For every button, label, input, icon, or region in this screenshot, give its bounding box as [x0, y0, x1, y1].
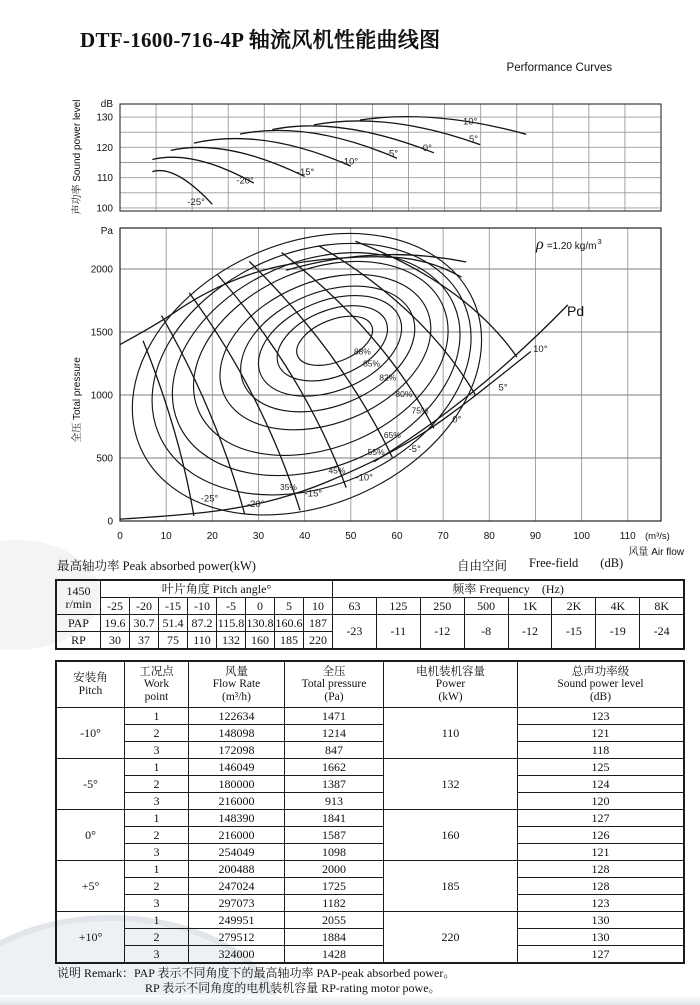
frequency-correction-value: -19 [596, 615, 640, 649]
frequency-correction-value: -12 [508, 615, 552, 649]
sound-curve-label: 5° [468, 134, 479, 146]
flow-x-tick: 100 [573, 531, 590, 542]
sound-curve [314, 121, 480, 145]
efficiency-label: 75% [411, 405, 429, 416]
efficiency-contour [87, 180, 526, 567]
pitch-curve-label: -10° [355, 472, 373, 484]
total-pressure-cell: 2055 [285, 912, 384, 929]
column-header-line: point [144, 690, 169, 703]
frequency-band: 1K [508, 598, 552, 615]
frequency-band: 250 [420, 598, 464, 615]
flow-rate-cell: 254049 [189, 844, 285, 861]
sound-curve-label: -5° [385, 148, 399, 160]
rp-value: 30 [101, 632, 130, 649]
pitch-curve-label: -25° [200, 493, 219, 505]
sound-level-cell: 128 [518, 861, 684, 878]
column-header-line: Pitch [78, 684, 103, 697]
total-pressure-cell: 1841 [285, 810, 384, 827]
total-pressure-cell: 847 [285, 742, 384, 759]
pitch-cell: +10° [57, 912, 125, 963]
remark-line-1 [57, 966, 697, 981]
total-pressure-cell: 1098 [285, 844, 384, 861]
flow-rate-cell: 200488 [189, 861, 285, 878]
sound-curve-label: -20° [236, 175, 254, 187]
frequency-band: 63 [333, 598, 377, 615]
pap-value: 51.4 [159, 615, 188, 632]
frequency-correction-value: -8 [464, 615, 508, 649]
pitch-curve [143, 341, 194, 516]
work-point-cell: 1 [125, 861, 189, 878]
rp-value: 37 [130, 632, 159, 649]
pitch-angle-value: 5 [275, 598, 304, 615]
sound-power-chart [70, 99, 661, 215]
sound-curve-label: 0° [422, 142, 432, 154]
pressure-y-axis-label: 全压 Total pressure [72, 357, 83, 443]
total-pressure-cell: 1471 [285, 708, 384, 725]
work-point-cell: 1 [125, 912, 189, 929]
free-field-cn: 自由空间 [457, 559, 508, 573]
work-point-cell: 2 [125, 827, 189, 844]
frequency-band: 125 [376, 598, 420, 615]
pitch-cell: -5° [57, 759, 125, 810]
sound-level-cell: 127 [518, 810, 684, 827]
page-title: DTF-1600-716-4P 轴流风机性能曲线图 [80, 28, 441, 52]
column-header-line: 全压 [322, 665, 346, 678]
flow-rate-cell: 180000 [189, 776, 285, 793]
column-header-line: Total pressure [301, 678, 367, 691]
flow-rate-cell: 324000 [189, 946, 285, 963]
pitch-angle-value: -10 [188, 598, 217, 615]
pitch-angle-value: -25 [101, 598, 130, 615]
frequency-correction-value: -15 [552, 615, 596, 649]
page-subtitle: Performance Curves [506, 62, 612, 74]
work-point-cell: 1 [125, 810, 189, 827]
sound-y-axis-label: 声功率 Sound power level [72, 99, 83, 215]
rp-value: 160 [246, 632, 275, 649]
remark-block [57, 966, 697, 996]
pressure-y-tick: 1500 [90, 327, 113, 339]
work-point-cell: 2 [125, 878, 189, 895]
flow-rate-cell: 146049 [189, 759, 285, 776]
pressure-y-unit: Pa [100, 226, 113, 237]
sound-level-cell: 130 [518, 912, 684, 929]
flow-x-tick: 10 [160, 531, 172, 542]
sound-curve [360, 117, 526, 135]
total-pressure-cell: 1428 [285, 946, 384, 963]
motor-power-cell: 185 [384, 861, 518, 912]
sound-y-unit: dB [100, 99, 113, 110]
pitch-frequency-table [56, 580, 684, 649]
total-pressure-cell: 1182 [285, 895, 384, 912]
pitch-angle-value: -20 [130, 598, 159, 615]
flow-x-tick: 0 [117, 531, 123, 542]
sound-level-cell: 128 [518, 878, 684, 895]
flow-rate-cell: 279512 [189, 929, 285, 946]
flow-rate-cell: 247024 [189, 878, 285, 895]
work-point-cell: 3 [125, 895, 189, 912]
efficiency-label: 82% [379, 372, 397, 383]
total-pressure-cell: 1587 [285, 827, 384, 844]
flow-rate-cell: 249951 [189, 912, 285, 929]
pitch-curve [189, 293, 300, 510]
rpm-corner_top: 1450 [66, 583, 91, 598]
rpm-cell [57, 581, 101, 615]
sound-level-cell: 121 [518, 844, 684, 861]
flow-x-tick: 70 [437, 531, 449, 542]
column-header-line: Work [143, 678, 170, 691]
work-point-table [56, 661, 684, 963]
pap-value: 87.2 [188, 615, 217, 632]
total-pressure-cell: 913 [285, 793, 384, 810]
work-point-cell: 2 [125, 929, 189, 946]
flow-rate-cell: 148098 [189, 725, 285, 742]
column-header-line: (m³/h) [222, 690, 251, 703]
total-pressure-cell: 1725 [285, 878, 384, 895]
rp-value: 75 [159, 632, 188, 649]
pap-row-label: PAP [57, 615, 101, 632]
rp-row-label: RP [57, 632, 101, 649]
peak-power-caption: 最高轴功率 Peak absorbed power(kW) [57, 559, 256, 573]
column-header [285, 662, 384, 708]
work-point-cell: 2 [125, 776, 189, 793]
frequency-correction-value: -12 [420, 615, 464, 649]
sound-curve [171, 147, 305, 176]
frequency-correction-value: -23 [333, 615, 377, 649]
work-point-cell: 3 [125, 844, 189, 861]
flow-x-tick: 60 [391, 531, 403, 542]
sound-level-cell: 124 [518, 776, 684, 793]
pitch-angle-value: -15 [159, 598, 188, 615]
pd-label: Pd [567, 303, 585, 319]
flow-x-tick: 20 [206, 531, 218, 542]
flow-x-tick: 80 [483, 531, 495, 542]
frequency-band: 500 [464, 598, 508, 615]
flow-rate-cell: 122634 [189, 708, 285, 725]
total-pressure-cell: 1662 [285, 759, 384, 776]
flow-rate-cell: 216000 [189, 827, 285, 844]
frequency-correction-value: -24 [640, 615, 684, 649]
sound-level-cell: 121 [518, 725, 684, 742]
sound-y-tick: 130 [96, 112, 113, 124]
sound-level-cell: 126 [518, 827, 684, 844]
sound-curve-label: -15° [296, 166, 315, 178]
remark-text-1: PAP 表示不同角度下的最高轴功率 PAP-peak absorbed power。 [134, 966, 456, 980]
motor-power-cell: 220 [384, 912, 518, 963]
flow-x-tick: 30 [252, 531, 265, 542]
sound-level-cell: 125 [518, 759, 684, 776]
column-header-line: 电机装机容量 [416, 665, 485, 678]
sound-level-cell: 123 [518, 895, 684, 912]
sound-level-cell: 123 [518, 708, 684, 725]
efficiency-label: 80% [395, 388, 413, 399]
rpm-corner_bottom: r/min [65, 596, 92, 611]
pitch-angle-header: 叶片角度 Pitch angle° [101, 581, 333, 598]
pressure-y-tick: 2000 [90, 264, 113, 276]
flow-x-unit: (m³/s) [645, 531, 670, 542]
column-header-line: (dB) [589, 690, 612, 703]
sound-curve-label: -25° [187, 197, 205, 209]
flow-rate-cell: 216000 [189, 793, 285, 810]
column-header-line: 安装角 [73, 672, 108, 684]
frequency-band: 4K [596, 598, 640, 615]
sound-level-cell: 127 [518, 946, 684, 963]
flow-x-tick: 40 [299, 531, 311, 542]
free-field-caption [457, 556, 623, 574]
sound-curve-label: -10° [340, 156, 359, 168]
column-header [57, 662, 125, 708]
frequency-header: 频率 Frequency (Hz) [333, 581, 684, 598]
efficiency-label: 45% [328, 465, 346, 476]
density-annotation: ρ =1.20 $kg/m^3$ [536, 236, 602, 253]
frequency-correction-value: -11 [376, 615, 420, 649]
page-bottom-shade [0, 995, 700, 1005]
total-pressure-cell: 1214 [285, 725, 384, 742]
flow-rate-cell: 172098 [189, 742, 285, 759]
pitch-cell: 0° [57, 810, 125, 861]
pitch-curve-label: 5° [498, 382, 508, 394]
total-pressure-cell: 1884 [285, 929, 384, 946]
motor-power-cell: 110 [384, 708, 518, 759]
work-point-cell: 3 [125, 793, 189, 810]
pitch-curve-label: -5° [408, 443, 421, 455]
pitch-curve-label: 0° [452, 414, 462, 426]
pressure-flow-chart [70, 180, 685, 567]
flow-rate-cell: 148390 [189, 810, 285, 827]
rp-value: 185 [275, 632, 304, 649]
pressure-y-tick: 500 [96, 453, 113, 465]
rp-value: 110 [188, 632, 217, 649]
pitch-curve-label: -15° [304, 488, 323, 500]
flow-rate-cell: 297073 [189, 895, 285, 912]
remark-line-2: RP 表示不同角度的电机装机容量 RP-rating motor powe。 [145, 981, 441, 995]
efficiency-contour [222, 262, 433, 436]
pitch-curve [162, 316, 245, 514]
column-header-line: Power [435, 678, 466, 691]
performance-charts [0, 88, 700, 580]
flow-x-tick: 90 [529, 531, 542, 542]
efficiency-label: 65% [383, 429, 401, 440]
column-header-line: Flow Rate [212, 678, 261, 691]
column-header [189, 662, 285, 708]
remark-label: 说明 Remark： [57, 966, 134, 980]
total-pressure-cell: 2000 [285, 861, 384, 878]
sound-level-cell: 118 [518, 742, 684, 759]
pap-value: 19.6 [101, 615, 130, 632]
pap-value: 160.6 [275, 615, 303, 630]
motor-power-cell: 132 [384, 759, 518, 810]
sound-y-tick: 110 [97, 173, 113, 185]
pap-value: 115.8 [217, 615, 245, 630]
column-header-line: (kW) [438, 690, 463, 703]
total-pressure-cell: 1387 [285, 776, 384, 793]
flow-x-tick: 110 [619, 531, 636, 542]
work-point-cell: 1 [125, 759, 189, 776]
pitch-curve-label: -20° [246, 499, 265, 511]
efficiency-label: 85% [363, 358, 381, 369]
work-point-cell: 2 [125, 725, 189, 742]
sound-curve [272, 126, 434, 153]
sound-level-cell: 130 [518, 929, 684, 946]
pitch-curve-label: 10° [533, 344, 548, 356]
work-point-cell: 3 [125, 946, 189, 963]
free-field-unit: (dB) [600, 556, 624, 570]
pitch-angle-value: 10 [304, 598, 333, 615]
sound-level-cell: 120 [518, 793, 684, 810]
pitch-cell: -10° [57, 708, 125, 759]
efficiency-label: 35% [279, 482, 297, 493]
free-field-en: Free-field [529, 556, 579, 570]
pap-value: 187 [304, 615, 333, 632]
column-header-line: Sound power level [557, 678, 644, 691]
column-header-line: 风量 [225, 665, 248, 678]
column-header [384, 662, 518, 708]
pressure-y-tick: 0 [107, 516, 113, 528]
flow-x-axis-label: 风量 Air flow [628, 547, 684, 558]
rp-value: 132 [217, 632, 246, 649]
rp-value: 220 [304, 632, 333, 649]
column-header [125, 662, 189, 708]
column-header-line: 总声功率级 [571, 665, 630, 678]
column-header-line: 工况点 [139, 665, 174, 678]
flow-x-tick: 50 [345, 531, 357, 542]
motor-power-cell: 160 [384, 810, 518, 861]
pitch-angle-value: -5 [217, 598, 246, 615]
efficiency-label: 88% [353, 346, 371, 357]
frequency-band: 2K [552, 598, 596, 615]
efficiency-label: 55% [367, 446, 385, 457]
pitch-angle-value: 0 [246, 598, 275, 615]
work-point-cell: 1 [125, 708, 189, 725]
pap-value: 30.7 [130, 615, 159, 632]
pap-value: 130.8 [246, 615, 274, 630]
work-point-cell: 3 [125, 742, 189, 759]
pitch-cell: +5° [57, 861, 125, 912]
sound-curve-label: 10° [462, 116, 478, 128]
column-header-line: (Pa) [324, 690, 344, 703]
sound-y-tick: 120 [96, 142, 113, 154]
pressure-y-tick: 1000 [90, 390, 113, 402]
column-header [518, 662, 684, 708]
frequency-band: 8K [640, 598, 684, 615]
sound-y-tick: 100 [96, 203, 113, 215]
